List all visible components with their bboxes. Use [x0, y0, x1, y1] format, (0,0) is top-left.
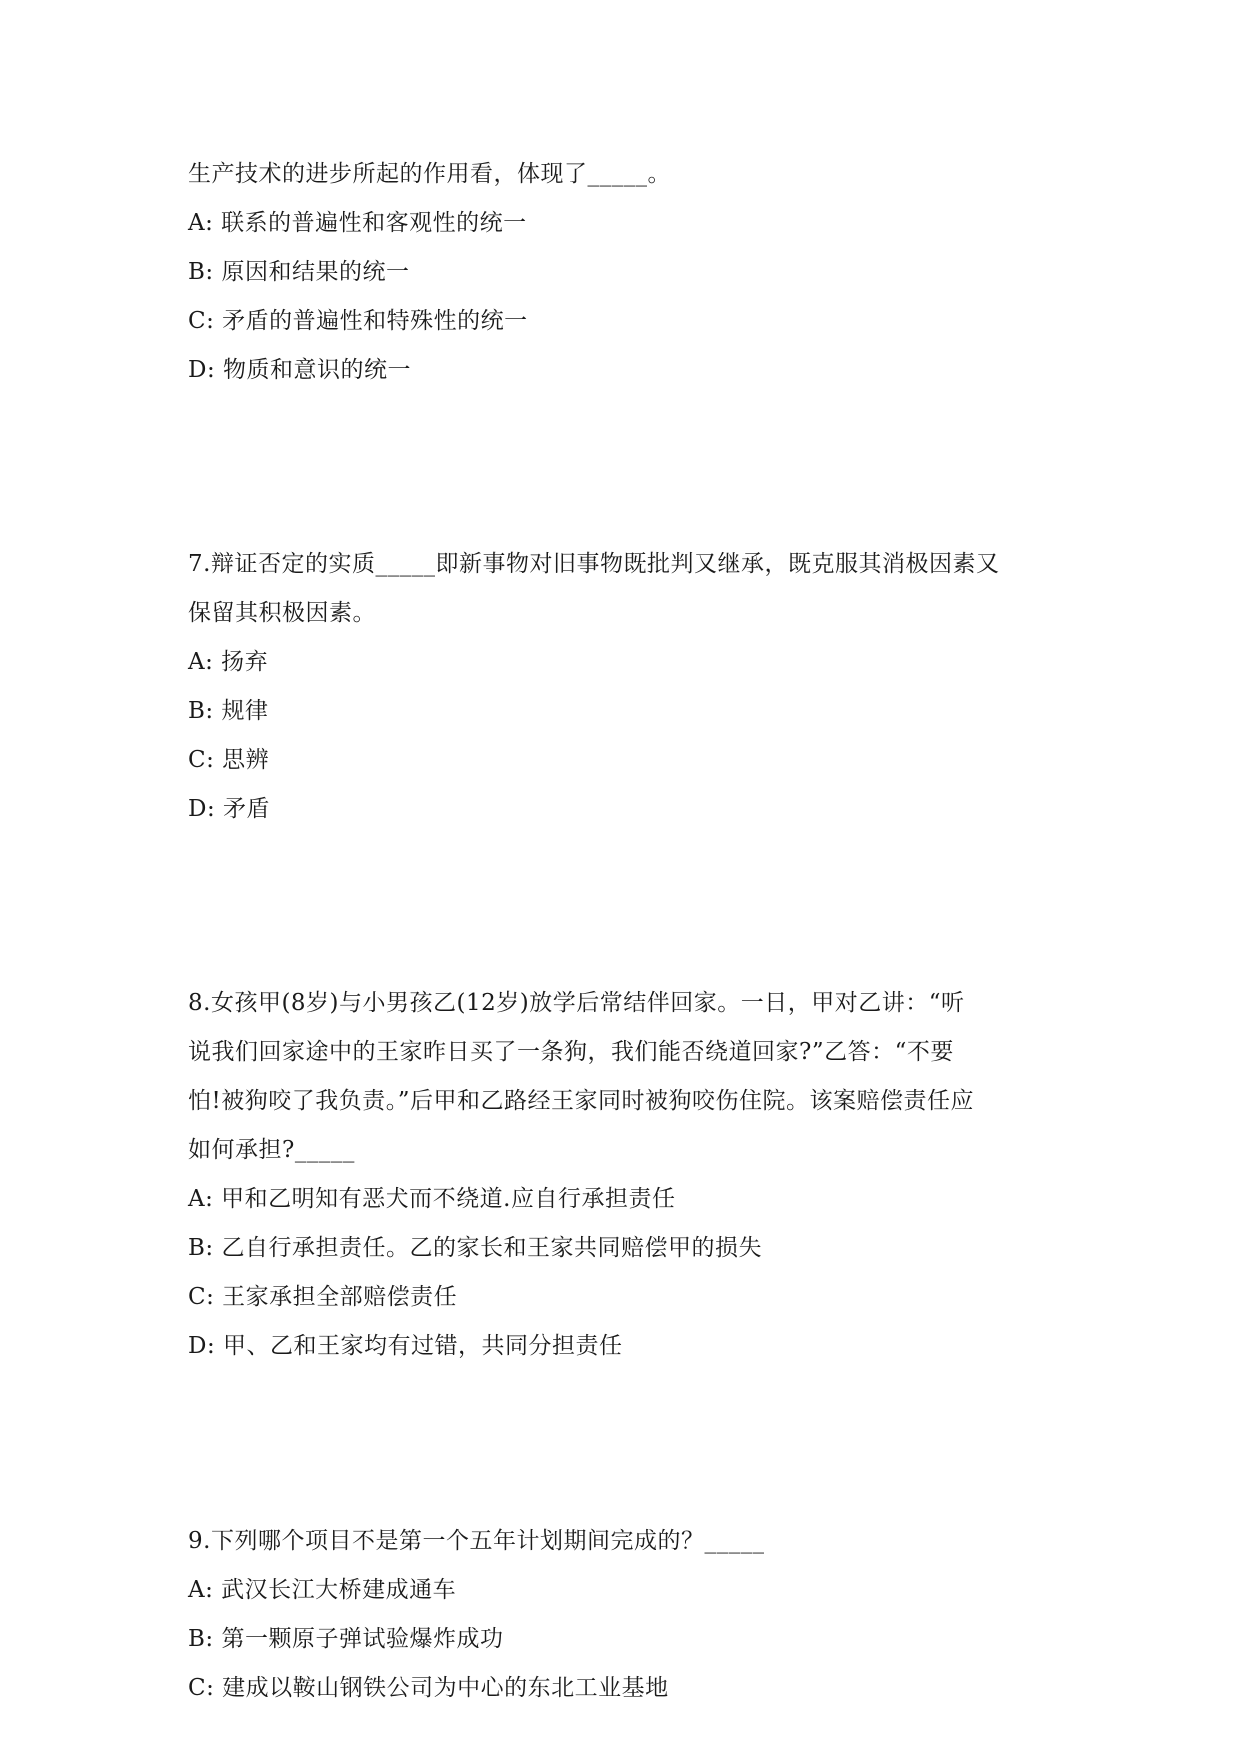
- question-9-option-a: A: 武汉长江大桥建成通车: [188, 1577, 457, 1603]
- question-6: [188, 150, 1058, 395]
- question-7-stem-line-1: 7.辩证否定的实质_____即新事物对旧事物既批判又继承，既克服其消极因素又: [188, 551, 1000, 577]
- question-8-stem-line-4: 如何承担?_____: [188, 1137, 355, 1163]
- question-8-stem-line-2: 说我们回家途中的王家昨日买了一条狗，我们能否绕道回家?”乙答：“不要: [188, 1039, 954, 1065]
- question-7-stem-line-2: 保留其积极因素。: [188, 600, 376, 626]
- question-8-option-c: C: 王家承担全部赔偿责任: [188, 1284, 458, 1310]
- question-8: [188, 979, 1058, 1371]
- question-7: [188, 540, 1058, 834]
- spacer: [188, 395, 1058, 540]
- question-7-option-c: C: 思辨: [188, 747, 270, 773]
- question-6-option-c: C: 矛盾的普遍性和特殊性的统一: [188, 308, 528, 334]
- question-6-stem-line-1: 生产技术的进步所起的作用看，体现了_____。: [188, 161, 671, 187]
- question-9-option-c: C: 建成以鞍山钢铁公司为中心的东北工业基地: [188, 1675, 669, 1701]
- spacer: [188, 1371, 1058, 1517]
- question-8-option-d: D: 甲、乙和王家均有过错，共同分担责任: [188, 1333, 623, 1359]
- question-6-option-d: D: 物质和意识的统一: [188, 357, 412, 383]
- question-8-stem-line-1: 8.女孩甲(8岁)与小男孩乙(12岁)放学后常结伴回家。一日，甲对乙讲：“听: [188, 990, 965, 1016]
- question-9-stem-line-1: 9.下列哪个项目不是第一个五年计划期间完成的？_____: [188, 1528, 765, 1554]
- question-6-option-b: B: 原因和结果的统一: [188, 259, 410, 285]
- question-7-option-a: A: 扬弃: [188, 649, 269, 675]
- question-9-option-b: B: 第一颗原子弹试验爆炸成功: [188, 1626, 504, 1652]
- document-page: [188, 150, 1058, 1713]
- question-8-option-a: A: 甲和乙明知有恶犬而不绕道.应自行承担责任: [188, 1186, 676, 1212]
- question-8-stem-line-3: 怕!被狗咬了我负责。”后甲和乙路经王家同时被狗咬伤住院。该案赔偿责任应: [188, 1088, 975, 1114]
- spacer: [188, 834, 1058, 979]
- question-7-option-d: D: 矛盾: [188, 796, 271, 822]
- question-8-option-b: B: 乙自行承担责任。乙的家长和王家共同赔偿甲的损失: [188, 1235, 762, 1261]
- question-6-option-a: A: 联系的普遍性和客观性的统一: [188, 210, 527, 236]
- question-9: [188, 1517, 1058, 1713]
- question-7-option-b: B: 规律: [188, 698, 269, 724]
